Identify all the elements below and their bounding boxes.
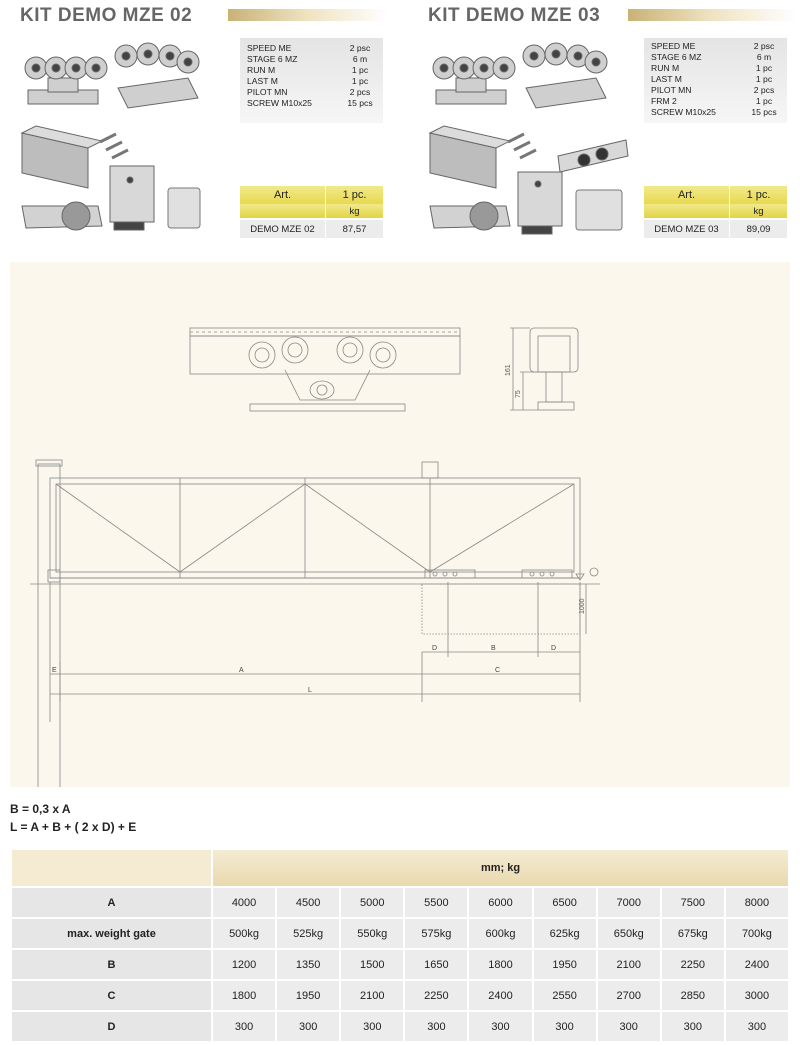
- table-cell: 5000: [341, 888, 403, 917]
- technical-drawing: [10, 262, 790, 787]
- component-row: SCREW M10x25 15 pcs: [247, 98, 373, 108]
- table-cell: 6500: [534, 888, 596, 917]
- table-corner: [12, 850, 211, 886]
- table-cell: 2400: [726, 950, 788, 979]
- unit-header: 1 pc.: [342, 189, 367, 201]
- dimension-lines: [50, 582, 580, 722]
- component-row: PILOT MN 2 pcs: [247, 87, 371, 97]
- table-cell: 2250: [662, 950, 724, 979]
- kit-title: KIT DEMO MZE 03: [428, 5, 601, 26]
- table-cell: 1950: [277, 981, 339, 1010]
- component-row: SPEED ME 2 psc: [651, 41, 775, 51]
- dimension-1000: 1000: [579, 598, 586, 614]
- screws-image: [100, 134, 128, 158]
- table-cell: 500kg: [213, 919, 275, 948]
- roller-carriage-image: [25, 57, 107, 104]
- unit-header: 1 pc.: [746, 189, 771, 201]
- component-row: STAGE 6 MZ 6 m: [247, 54, 368, 64]
- table-cell: 2700: [598, 981, 660, 1010]
- table-cell: 300: [213, 1012, 275, 1041]
- article-code: DEMO MZE 02: [240, 220, 326, 238]
- upper-guide-image: [558, 140, 628, 172]
- art-header: Art.: [644, 186, 730, 204]
- table-cell: 575kg: [405, 919, 467, 948]
- component-row: STAGE 6 MZ 6 m: [651, 52, 772, 62]
- table-cell: 700kg: [726, 919, 788, 948]
- table-cell: 300: [598, 1012, 660, 1041]
- kit-panel-02: [0, 0, 400, 250]
- units-header: mm; kg: [213, 850, 788, 886]
- gate-elevation: [30, 460, 600, 787]
- component-row: PILOT MN 2 pcs: [651, 85, 775, 95]
- kit-components-photo: [18, 38, 223, 243]
- currency-header: kg: [753, 205, 764, 217]
- roller-carriage-image: [115, 43, 199, 108]
- art-header: Art.: [240, 186, 326, 204]
- table-cell: 6000: [469, 888, 531, 917]
- table-cell: 300: [662, 1012, 724, 1041]
- end-cap-image: [22, 202, 102, 230]
- price-table: [240, 186, 383, 238]
- component-row: SPEED ME 2 psc: [247, 43, 371, 53]
- table-cell: 4000: [213, 888, 275, 917]
- table-header-row: [12, 850, 788, 886]
- table-cell: 1800: [469, 950, 531, 979]
- table-cell: 2850: [662, 981, 724, 1010]
- title-underline-bar: [228, 9, 388, 21]
- table-cell: 2250: [405, 981, 467, 1010]
- article-price: 89,09: [746, 223, 771, 235]
- table-cell: 2550: [534, 981, 596, 1010]
- formula-l: L = A + B + ( 2 x D) + E: [10, 820, 137, 834]
- label-C: C: [495, 667, 501, 674]
- table-cell: 550kg: [341, 919, 403, 948]
- table-cell: 1800: [213, 981, 275, 1010]
- table-cell: 675kg: [662, 919, 724, 948]
- table-cell: 8000: [726, 888, 788, 917]
- table-cell: 2400: [469, 981, 531, 1010]
- end-cap-image: [430, 202, 510, 230]
- price-table: [644, 186, 787, 238]
- table-cell: 525kg: [277, 919, 339, 948]
- table-cell: 300: [726, 1012, 788, 1041]
- dimensions-table: [10, 848, 790, 1043]
- table-row: [12, 888, 788, 917]
- row-label: max. weight gate: [12, 919, 211, 948]
- table-cell: 300: [341, 1012, 403, 1041]
- roller-carriage-image: [433, 57, 515, 104]
- component-row: RUN M 1 pc: [651, 63, 773, 73]
- row-label: C: [12, 981, 211, 1010]
- component-row: LAST M 1 pc: [651, 74, 773, 84]
- component-row: SCREW M10x25 15 pcs: [651, 107, 777, 117]
- table-cell: 600kg: [469, 919, 531, 948]
- components-list: [240, 38, 383, 123]
- components-list: [644, 38, 787, 123]
- row-label: A: [12, 888, 211, 917]
- bracket-image: [110, 166, 154, 230]
- table-cell: 300: [405, 1012, 467, 1041]
- kit-panel-03: [408, 0, 800, 250]
- row-label: B: [12, 950, 211, 979]
- steel-rail-image: [430, 126, 510, 188]
- label-L: L: [308, 687, 312, 694]
- table-cell: 650kg: [598, 919, 660, 948]
- table-cell: 300: [534, 1012, 596, 1041]
- carriage-front-view: [190, 328, 460, 411]
- currency-header: kg: [349, 205, 360, 217]
- label-E: E: [52, 667, 57, 674]
- screws-image: [508, 134, 536, 158]
- table-cell: 300: [469, 1012, 531, 1041]
- table-cell: 1650: [405, 950, 467, 979]
- table-cell: 625kg: [534, 919, 596, 948]
- table-cell: 5500: [405, 888, 467, 917]
- table-cell: 1500: [341, 950, 403, 979]
- title-underline-bar: [628, 9, 796, 21]
- dimension-75: 75: [515, 390, 522, 398]
- table-cell: 4500: [277, 888, 339, 917]
- guide-roller-image: [576, 190, 622, 230]
- table-row: [12, 981, 788, 1010]
- table-cell: 1350: [277, 950, 339, 979]
- guide-roller-image: [168, 188, 200, 228]
- article-code: DEMO MZE 03: [644, 220, 730, 238]
- table-cell: 2100: [598, 950, 660, 979]
- component-row: LAST M 1 pc: [247, 76, 369, 86]
- label-D-left: D: [432, 645, 438, 652]
- roller-carriage-image: [523, 43, 607, 108]
- component-row: FRM 2 1 pc: [651, 96, 773, 106]
- component-row: RUN M 1 pc: [247, 65, 369, 75]
- table-cell: 7500: [662, 888, 724, 917]
- table-cell: 1950: [534, 950, 596, 979]
- table-row: [12, 919, 788, 948]
- label-D-right: D: [551, 645, 557, 652]
- kit-components-photo: [426, 38, 631, 243]
- table-cell: 1200: [213, 950, 275, 979]
- steel-rail-image: [22, 126, 102, 188]
- formula-b: B = 0,3 x A: [10, 802, 71, 816]
- table-row: [12, 1012, 788, 1041]
- label-B: B: [491, 645, 496, 652]
- kit-title: KIT DEMO MZE 02: [20, 5, 193, 26]
- table-cell: 7000: [598, 888, 660, 917]
- table-cell: 3000: [726, 981, 788, 1010]
- table-cell: 300: [277, 1012, 339, 1041]
- article-price: 87,57: [342, 223, 367, 235]
- table-row: [12, 950, 788, 979]
- bracket-image: [518, 172, 562, 234]
- dimension-161: 161: [505, 364, 512, 376]
- table-cell: 2100: [341, 981, 403, 1010]
- row-label: D: [12, 1012, 211, 1041]
- label-A: A: [239, 667, 244, 674]
